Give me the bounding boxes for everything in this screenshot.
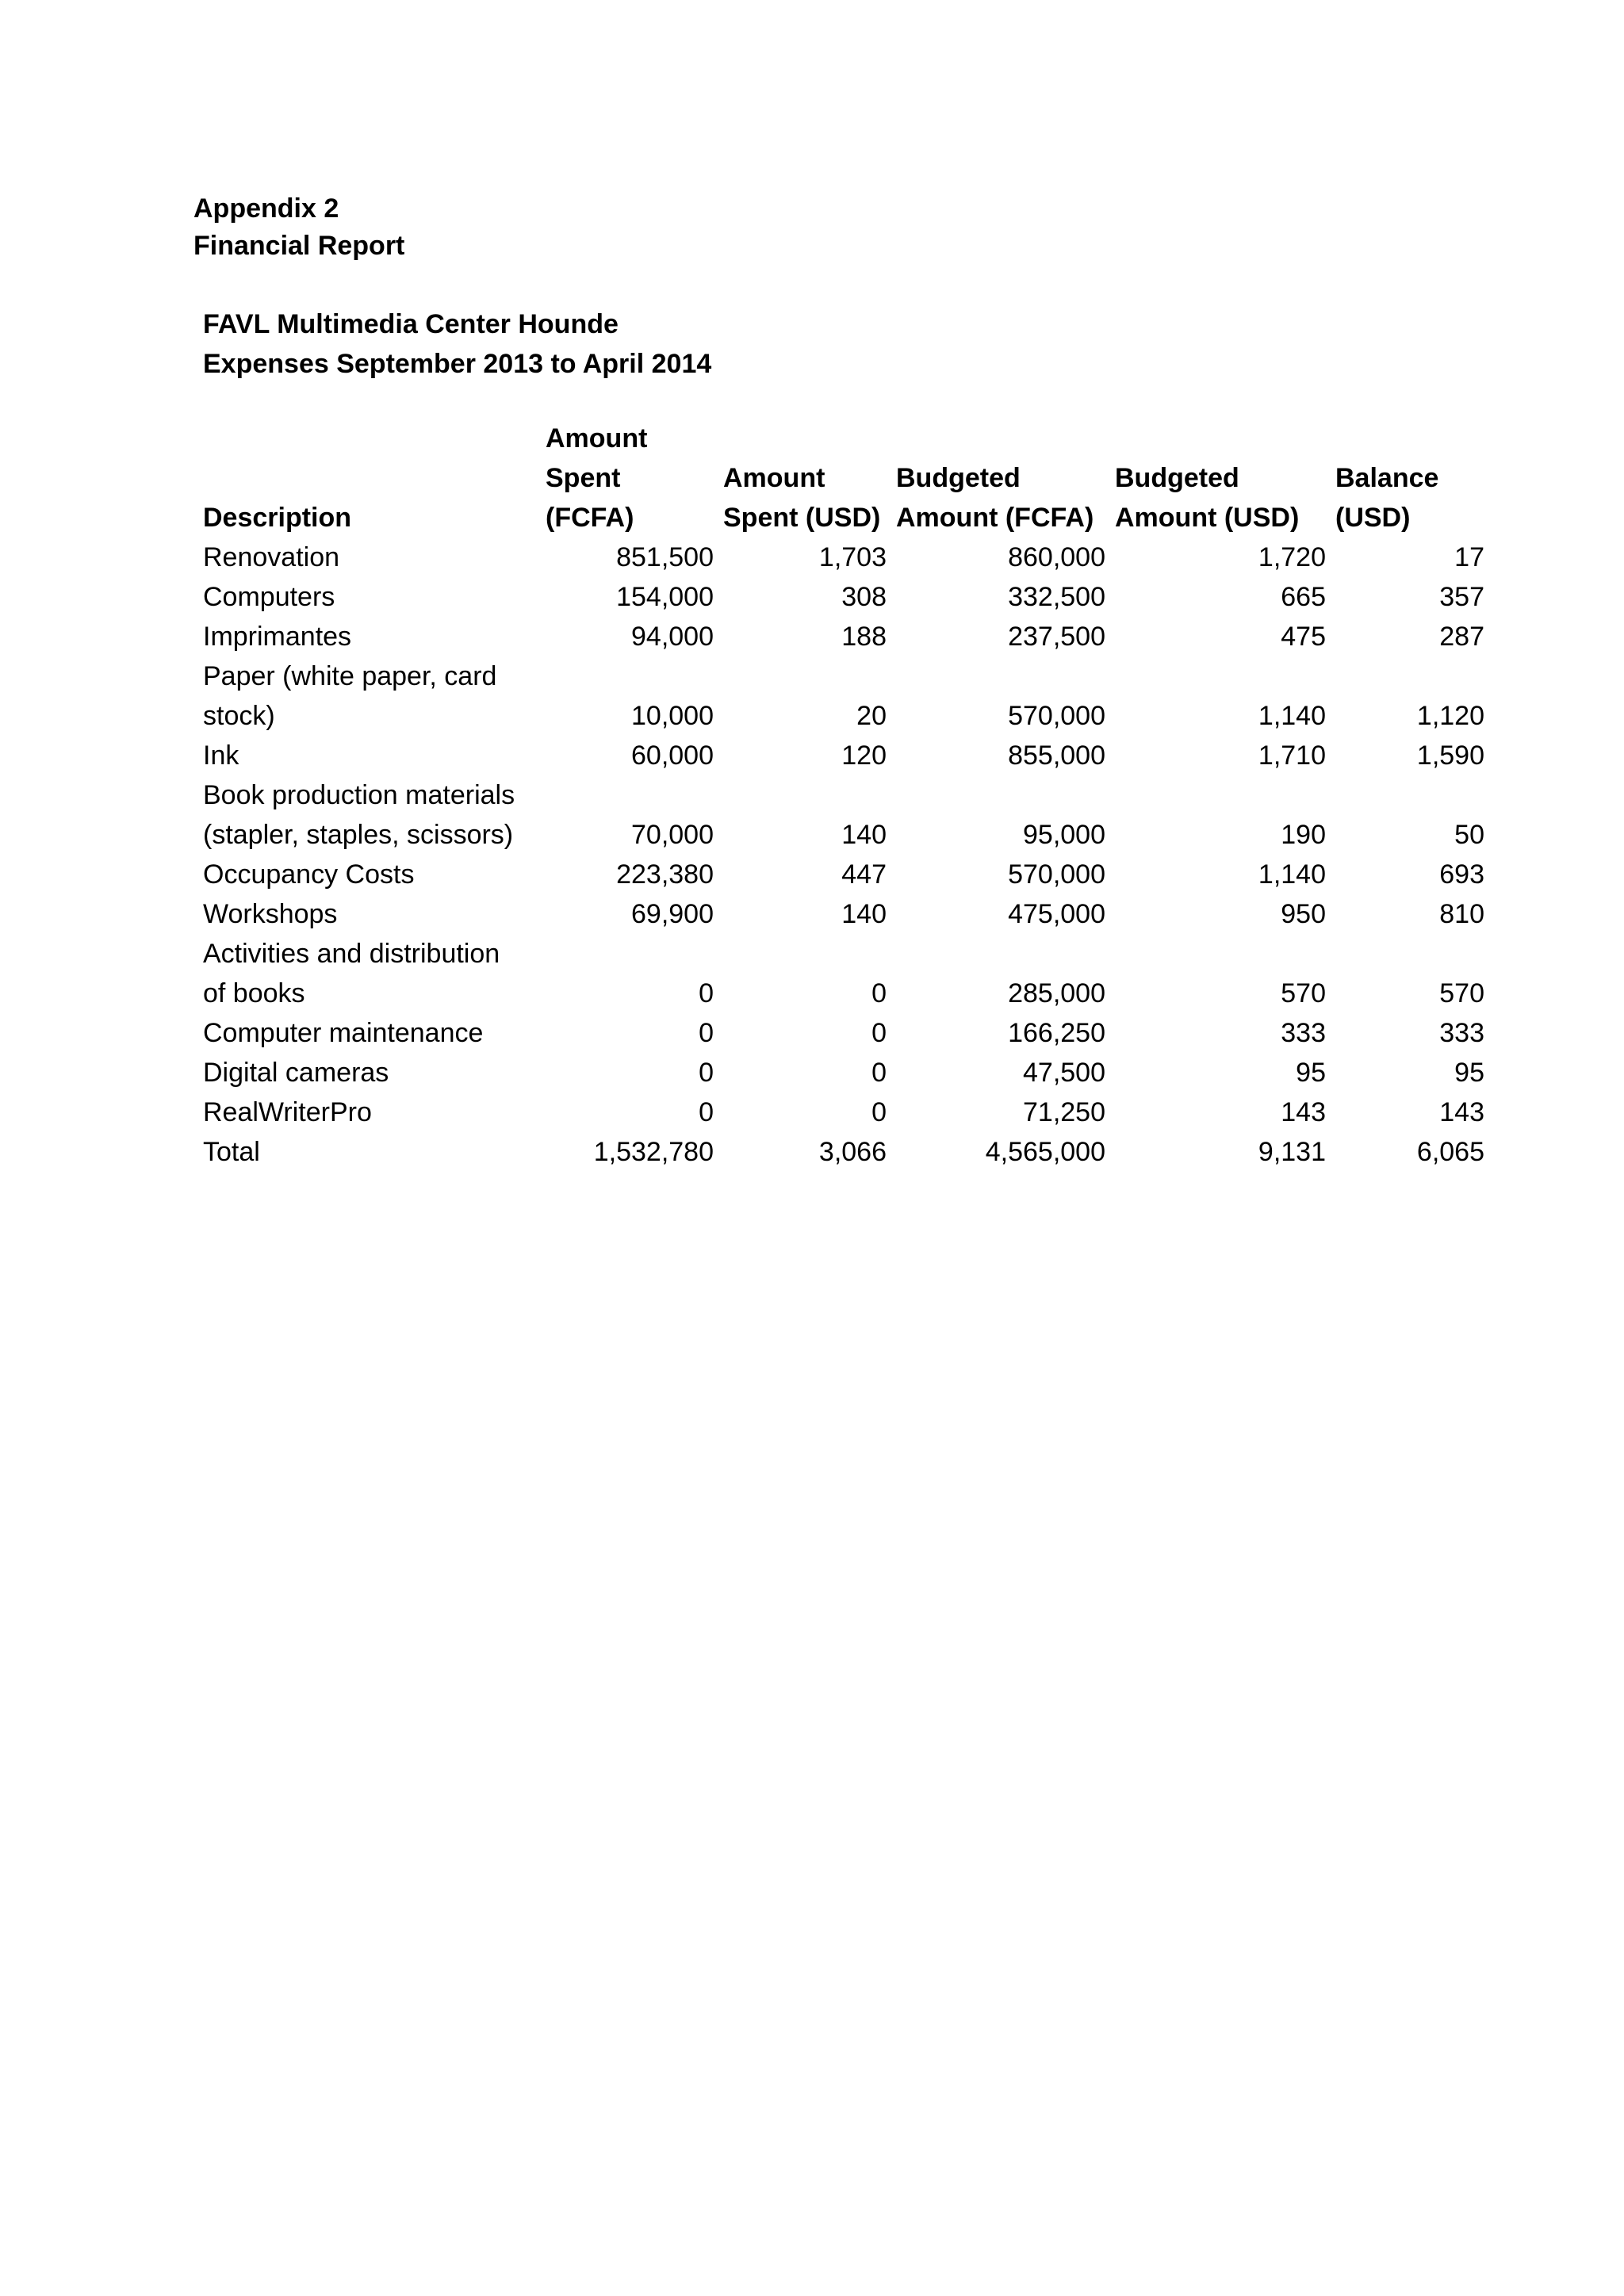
budgeted-amount-fcfa-cell: 860,000	[1008, 542, 1105, 572]
budgeted-amount-usd-cell: 1,140	[1258, 701, 1326, 731]
description-cell	[203, 577, 546, 617]
budgeted-amount-fcfa-cell: 237,500	[1008, 622, 1105, 652]
description-cell	[203, 1053, 546, 1093]
amount-spent-fcfa-cell: 69,900	[631, 899, 714, 929]
table-row	[203, 617, 1484, 656]
total-row	[203, 1132, 1484, 1172]
description-cell	[203, 736, 546, 775]
amount-spent-usd-cell: 1,703	[818, 542, 887, 572]
description-line: stock)	[203, 701, 275, 731]
description-cell	[203, 1093, 546, 1132]
description-line: (stapler, staples, scissors)	[203, 820, 514, 850]
budgeted-amount-fcfa-cell: 4,565,000	[985, 1137, 1105, 1167]
expenses-table	[203, 419, 1484, 1172]
description-line: Digital cameras	[203, 1058, 389, 1088]
table-row	[203, 934, 1484, 1013]
description-cell	[203, 1132, 546, 1172]
header-amount-spent-fcfa: Amount Spent (FCFA)	[546, 423, 648, 533]
description-line: Total	[203, 1137, 260, 1167]
amount-spent-usd-cell: 188	[841, 622, 887, 652]
table-row	[203, 538, 1484, 577]
header-description: Description	[203, 503, 352, 533]
description-line: Imprimantes	[203, 622, 352, 652]
table-header-row	[203, 419, 1484, 538]
budgeted-amount-fcfa-cell: 285,000	[1008, 978, 1105, 1008]
amount-spent-usd-cell: 3,066	[818, 1137, 887, 1167]
budgeted-amount-usd-cell: 190	[1281, 820, 1326, 850]
budgeted-amount-fcfa-cell: 166,250	[1008, 1018, 1105, 1048]
balance-usd-cell: 50	[1454, 820, 1484, 850]
description-line: Ink	[203, 740, 239, 771]
amount-spent-usd-cell: 0	[871, 1018, 887, 1048]
amount-spent-fcfa-cell: 94,000	[631, 622, 714, 652]
description-line: Computer maintenance	[203, 1018, 484, 1048]
balance-usd-cell: 693	[1439, 859, 1484, 890]
description-line: RealWriterPro	[203, 1097, 372, 1127]
description-cell	[203, 894, 546, 934]
amount-spent-fcfa-cell: 851,500	[616, 542, 714, 572]
balance-usd-cell: 1,590	[1416, 740, 1484, 771]
description-cell	[203, 538, 546, 577]
header-budgeted-amount-usd: Budgeted Amount (USD)	[1115, 463, 1300, 533]
balance-usd-cell: 357	[1439, 582, 1484, 612]
balance-usd-cell: 6,065	[1416, 1137, 1484, 1167]
amount-spent-usd-cell: 140	[841, 899, 887, 929]
balance-usd-cell: 333	[1439, 1018, 1484, 1048]
amount-spent-fcfa-cell: 223,380	[616, 859, 714, 890]
report-heading	[203, 304, 711, 384]
description-line: Workshops	[203, 899, 338, 929]
budgeted-amount-usd-cell: 1,710	[1258, 740, 1326, 771]
amount-spent-fcfa-cell: 0	[699, 1097, 714, 1127]
description-cell	[203, 775, 546, 855]
description-line: of books	[203, 978, 305, 1008]
budgeted-amount-usd-cell: 950	[1281, 899, 1326, 929]
budgeted-amount-fcfa-cell: 47,500	[1023, 1058, 1105, 1088]
amount-spent-usd-cell: 120	[841, 740, 887, 771]
amount-spent-usd-cell: 447	[841, 859, 887, 890]
budgeted-amount-usd-cell: 95	[1296, 1058, 1326, 1088]
budgeted-amount-usd-cell: 665	[1281, 582, 1326, 612]
table-row	[203, 736, 1484, 775]
table-row	[203, 1013, 1484, 1053]
description-cell	[203, 1013, 546, 1053]
budgeted-amount-fcfa-cell: 570,000	[1008, 859, 1105, 890]
amount-spent-fcfa-cell: 154,000	[616, 582, 714, 612]
balance-usd-cell: 1,120	[1416, 701, 1484, 731]
balance-usd-cell: 570	[1439, 978, 1484, 1008]
header-balance-usd: Balance (USD)	[1335, 463, 1439, 533]
budgeted-amount-fcfa-cell: 475,000	[1008, 899, 1105, 929]
description-cell	[203, 617, 546, 656]
report-center-name: FAVL Multimedia Center Hounde	[203, 309, 619, 339]
amount-spent-usd-cell: 308	[841, 582, 887, 612]
amount-spent-fcfa-cell: 60,000	[631, 740, 714, 771]
appendix-title: Appendix 2	[193, 193, 339, 224]
amount-spent-usd-cell: 140	[841, 820, 887, 850]
budgeted-amount-usd-cell: 1,720	[1258, 542, 1326, 572]
balance-usd-cell: 287	[1439, 622, 1484, 652]
amount-spent-fcfa-cell: 0	[699, 1058, 714, 1088]
amount-spent-fcfa-cell: 1,532,780	[593, 1137, 714, 1167]
description-cell	[203, 855, 546, 894]
table-row	[203, 855, 1484, 894]
budgeted-amount-usd-cell: 570	[1281, 978, 1326, 1008]
table-row	[203, 656, 1484, 736]
amount-spent-usd-cell: 0	[871, 1097, 887, 1127]
description-cell	[203, 934, 546, 1013]
budgeted-amount-fcfa-cell: 570,000	[1008, 701, 1105, 731]
budgeted-amount-usd-cell: 143	[1281, 1097, 1326, 1127]
budgeted-amount-fcfa-cell: 332,500	[1008, 582, 1105, 612]
balance-usd-cell: 810	[1439, 899, 1484, 929]
table-row	[203, 1093, 1484, 1132]
description-line: Computers	[203, 582, 335, 612]
table-body	[203, 538, 1484, 1172]
amount-spent-usd-cell: 0	[871, 978, 887, 1008]
description-line: Book production materials	[203, 780, 515, 810]
amount-spent-usd-cell: 20	[856, 701, 887, 731]
header-budgeted-amount-fcfa: Budgeted Amount (FCFA)	[896, 463, 1094, 533]
amount-spent-usd-cell: 0	[871, 1058, 887, 1088]
budgeted-amount-fcfa-cell: 71,250	[1023, 1097, 1105, 1127]
budgeted-amount-usd-cell: 9,131	[1258, 1137, 1326, 1167]
appendix-heading	[193, 190, 404, 265]
appendix-subtitle: Financial Report	[193, 231, 405, 261]
budgeted-amount-usd-cell: 1,140	[1258, 859, 1326, 890]
budgeted-amount-fcfa-cell: 95,000	[1023, 820, 1105, 850]
budgeted-amount-usd-cell: 333	[1281, 1018, 1326, 1048]
description-cell	[203, 656, 546, 736]
amount-spent-fcfa-cell: 0	[699, 1018, 714, 1048]
amount-spent-fcfa-cell: 10,000	[631, 701, 714, 731]
budgeted-amount-fcfa-cell: 855,000	[1008, 740, 1105, 771]
header-amount-spent-usd: Amount Spent (USD)	[723, 463, 881, 533]
description-line: Paper (white paper, card	[203, 661, 497, 691]
table-row	[203, 894, 1484, 934]
table-row	[203, 1053, 1484, 1093]
table-row	[203, 577, 1484, 617]
balance-usd-cell: 95	[1454, 1058, 1484, 1088]
amount-spent-fcfa-cell: 0	[699, 978, 714, 1008]
balance-usd-cell: 17	[1454, 542, 1484, 572]
amount-spent-fcfa-cell: 70,000	[631, 820, 714, 850]
description-line: Occupancy Costs	[203, 859, 415, 890]
description-line: Activities and distribution	[203, 939, 500, 969]
report-period: Expenses September 2013 to April 2014	[203, 349, 712, 379]
budgeted-amount-usd-cell: 475	[1281, 622, 1326, 652]
table-row	[203, 775, 1484, 855]
balance-usd-cell: 143	[1439, 1097, 1484, 1127]
description-line: Renovation	[203, 542, 340, 572]
